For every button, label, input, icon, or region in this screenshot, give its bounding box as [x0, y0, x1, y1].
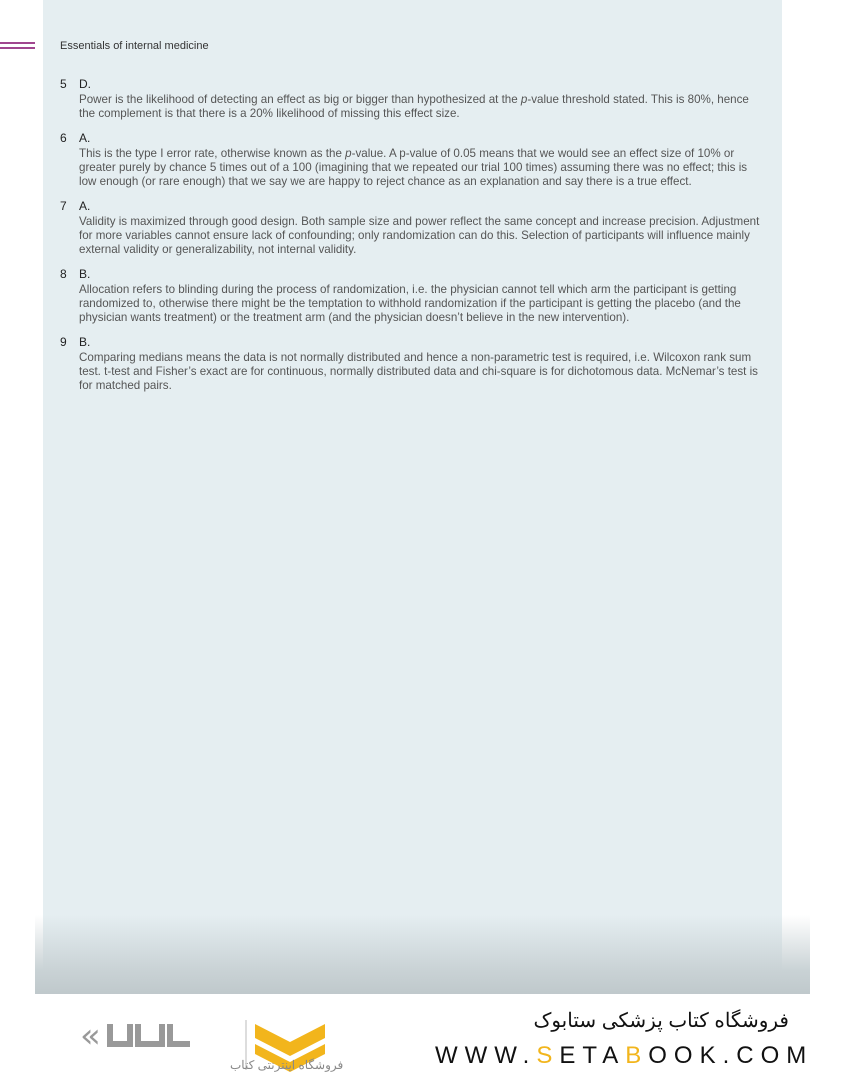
answer-item	[60, 267, 766, 325]
item-explanation: Validity is maximized through good design. Both sample size and power reflect the same concept and increase precision. Adjustment for more variables cannot ensure lack of confounding; only randomization can do this. Selection of participants will influence mainly external validity or generalizability, not internal validity.	[79, 215, 760, 256]
setabook-logo	[70, 1012, 344, 1074]
page-shadow	[35, 915, 810, 995]
item-answer: B.	[79, 335, 91, 349]
item-answer: D.	[79, 77, 91, 91]
item-number: 8	[60, 267, 67, 281]
svg-text:فروشگاه اینترنتی کتاب: فروشگاه اینترنتی کتاب	[230, 1058, 344, 1072]
item-number: 5	[60, 77, 67, 91]
item-answer: A.	[79, 131, 91, 145]
item-explanation: Comparing medians means the data is not normally distributed and hence a non-parametric test is required, i.e. Wilcoxon rank sum test. t-test and Fisher’s exact are for continuous, normally distributed data and chi-square is for dichotomous data. McNemar’s test is for matched pairs.	[79, 351, 758, 392]
store-url[interactable]: WWW.SETABOOK.COM	[435, 1042, 814, 1069]
header-accent-line	[0, 47, 35, 49]
answer-item	[60, 199, 766, 257]
item-number: 7	[60, 199, 67, 213]
item-explanation: Power is the likelihood of detecting an effect as big or bigger than hypothesized at the p-value threshold stated. This is 80%, hence the complement is that there is a 20% likelihood of missing this effect size.	[79, 93, 749, 120]
item-answer: B.	[79, 267, 91, 281]
header-accent-line	[0, 42, 35, 44]
item-explanation: Allocation refers to blinding during the process of randomization, i.e. the physician cannot tell which arm the participant is getting randomized to, otherwise there might be the temptation to withhold randomization if the participant is getting the placebo (and the physician wants treatment) or the treatment arm (and the physician doesn’t believe in the new intervention).	[79, 283, 741, 324]
running-title: Essentials of internal medicine	[60, 40, 209, 52]
answer-item	[60, 335, 766, 393]
answer-item	[60, 77, 766, 121]
answer-list	[60, 77, 766, 403]
item-number: 9	[60, 335, 67, 349]
item-answer: A.	[79, 199, 91, 213]
answer-item	[60, 131, 766, 189]
item-explanation: This is the type I error rate, otherwise known as the p-value. A p-value of 0.05 means that we would see an effect size of 10% or greater purely by chance 5 times out of a 100 (imagining that we repeated our trial 100 times) assuming there was no effect; this is low enough (or rare enough) that we say we are happy to reject chance as an explanation and say there is a true effect.	[79, 147, 748, 188]
item-number: 6	[60, 131, 67, 145]
store-name: فروشگاه کتاب پزشکی ستابوک	[533, 1010, 789, 1032]
svg-text:«: «	[80, 1016, 101, 1056]
